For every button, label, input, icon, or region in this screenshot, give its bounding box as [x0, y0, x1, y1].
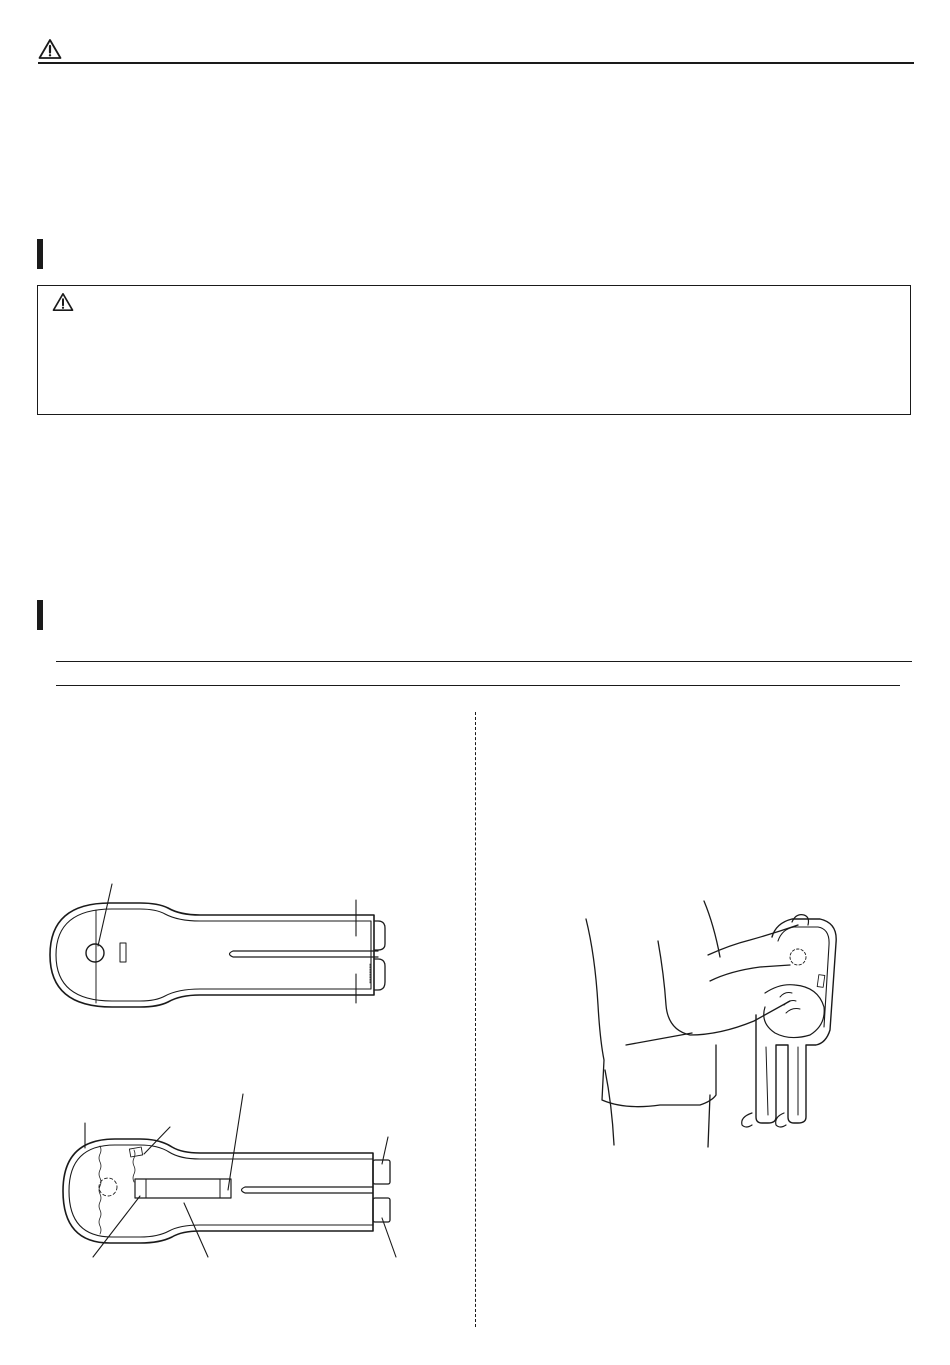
pad-back-diagram	[60, 1090, 410, 1260]
column-divider	[475, 712, 476, 1327]
caution-header	[38, 36, 914, 64]
caution-box	[37, 285, 911, 415]
section-marker	[37, 600, 43, 630]
warning-triangle-icon	[52, 292, 74, 312]
pad-front-diagram	[40, 880, 400, 1010]
warning-triangle-icon	[38, 38, 62, 60]
person-holding-pad-illustration	[580, 895, 850, 1155]
rule-top	[56, 661, 912, 662]
section-marker	[37, 239, 43, 269]
rule-bottom	[56, 685, 900, 686]
